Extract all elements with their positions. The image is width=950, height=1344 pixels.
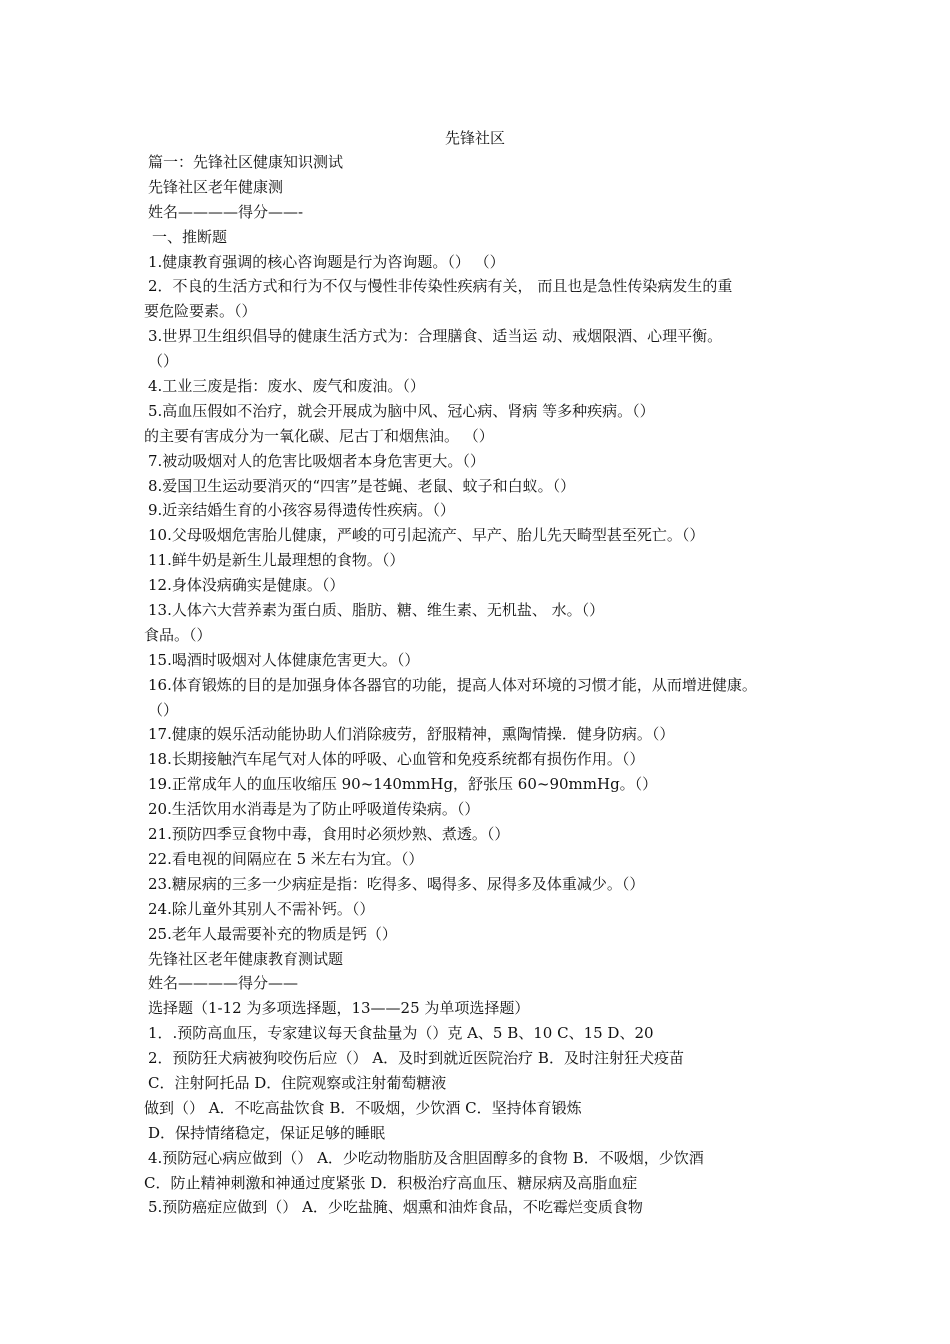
- document-title: 先锋社区: [444, 129, 505, 147]
- question-line: 1.健康教育强调的核心咨询题是行为咨询题。（） （）: [148, 252, 505, 271]
- question-line: 11.鲜牛奶是新生儿最理想的食物。（）: [148, 551, 405, 570]
- question-line: 2．不良的生活方式和行为不仅与慢性非传染性疾病有关， 而且也是急性传染病发生的重: [148, 277, 733, 296]
- question-line: 4.预防冠心病应做到（） A．少吃动物脂肪及含胆固醇多的食物 B．不吸烟，少饮酒: [148, 1148, 704, 1167]
- question-line: 15.喝酒时吸烟对人体健康危害更大。（）: [148, 650, 420, 669]
- question-line: 24.除儿童外其别人不需补钙。（）: [148, 899, 375, 918]
- question-line: 7.被动吸烟对人的危害比吸烟者本身危害更大。（）: [148, 451, 485, 470]
- question-line: C．防止精神刺激和神通过度紧张 D．积极治疗高血压、糖尿病及高脂血症: [144, 1173, 638, 1192]
- question-line: 12.身体没病确实是健康。（）: [148, 576, 345, 595]
- document-body: [0, 150, 950, 1220]
- question-line: 5.高血压假如不治疗，就会开展成为脑中风、冠心病、肾病 等多种疾病。（）: [148, 401, 655, 420]
- question-line: 3.世界卫生组织倡导的健康生活方式为：合理膳食、适当运 动、戒烟限酒、心理平衡。: [148, 327, 723, 346]
- question-line: 20.生活饮用水消毒是为了防止呼吸道传染病。（）: [148, 800, 480, 819]
- question-line: 18.长期接触汽车尾气对人体的呼吸、心血管和免疫系统都有损伤作用。（）: [148, 750, 645, 769]
- question-line: 食品。（）: [144, 625, 212, 644]
- question-line: 16.体育锻炼的目的是加强身体各器官的功能，提高人体对环境的习惯才能，从而增进健康。: [148, 675, 757, 694]
- question-line: 17.健康的娱乐活动能协助人们消除疲劳，舒服精神，熏陶情操．健身防病。（）: [148, 725, 675, 744]
- name-score-line: 姓名————得分——: [148, 974, 299, 993]
- name-score-line: 姓名————得分——-: [148, 202, 304, 221]
- question-line: 25.老年人最需要补充的物质是钙（）: [148, 924, 397, 943]
- question-line: 2．预防狂犬病被狗咬伤后应（） A．及时到就近医院治疗 B．及时注射狂犬疫苗: [148, 1049, 684, 1068]
- question-line: 9.近亲结婚生育的小孩容易得遗传性疾病。（）: [148, 501, 455, 520]
- question-line: （）: [148, 352, 179, 371]
- question-line: 4.工业三废是指：废水、废气和废油。（）: [148, 377, 425, 396]
- question-line: 8.爱国卫生运动要消灭的“四害”是苍蝇、老鼠、蚊子和白蚁。（）: [148, 476, 576, 495]
- question-line: 1．.预防高血压，专家建议每天食盐量为（）克 A、5 B、10 C、15 D、20: [148, 1024, 654, 1043]
- section-heading: 篇一：先锋社区健康知识测试: [148, 153, 344, 171]
- question-line: 19.正常成年人的血压收缩压 90~140mmHg，舒张压 60~90mmHg。（）: [148, 775, 658, 794]
- question-line: 13.人体六大营养素为蛋白质、脂肪、糖、维生素、无机盐、 水。（）: [148, 601, 605, 620]
- question-line: 22.看电视的间隔应在 5 米左右为宜。（）: [148, 849, 424, 868]
- question-line: 的主要有害成分为一氧化碳、尼古丁和烟焦油。 （）: [144, 426, 494, 445]
- question-line: C．注射阿托品 D．住院观察或注射葡萄糖液: [148, 1073, 447, 1092]
- question-line: 23.糖尿病的三多一少病症是指：吃得多、喝得多、尿得多及体重减少。（）: [148, 874, 645, 893]
- question-line: D．保持情绪稳定，保证足够的睡眠: [148, 1123, 386, 1142]
- part-heading: 一、推断题: [152, 227, 228, 246]
- question-line: 21.预防四季豆食物中毒，食用时必须炒熟、煮透。（）: [148, 825, 510, 844]
- question-line: （）: [148, 700, 179, 719]
- subtitle: 先锋社区老年健康测: [148, 177, 284, 196]
- question-line: 要危险要素。（）: [144, 302, 257, 321]
- section-heading: 先锋社区老年健康教育测试题: [148, 949, 344, 968]
- part-heading: 选择题（1-12 为多项选择题，13——25 为单项选择题）: [148, 999, 530, 1018]
- question-line: 做到（） A．不吃高盐饮食 B．不吸烟，少饮酒 C．坚持体育锻炼: [144, 1098, 582, 1117]
- question-line: 5.预防癌症应做到（） A．少吃盐腌、烟熏和油炸食品，不吃霉烂变质食物: [148, 1198, 643, 1217]
- question-line: 10.父母吸烟危害胎儿健康，严峻的可引起流产、早产、胎儿先天畸型甚至死亡。（）: [148, 526, 705, 545]
